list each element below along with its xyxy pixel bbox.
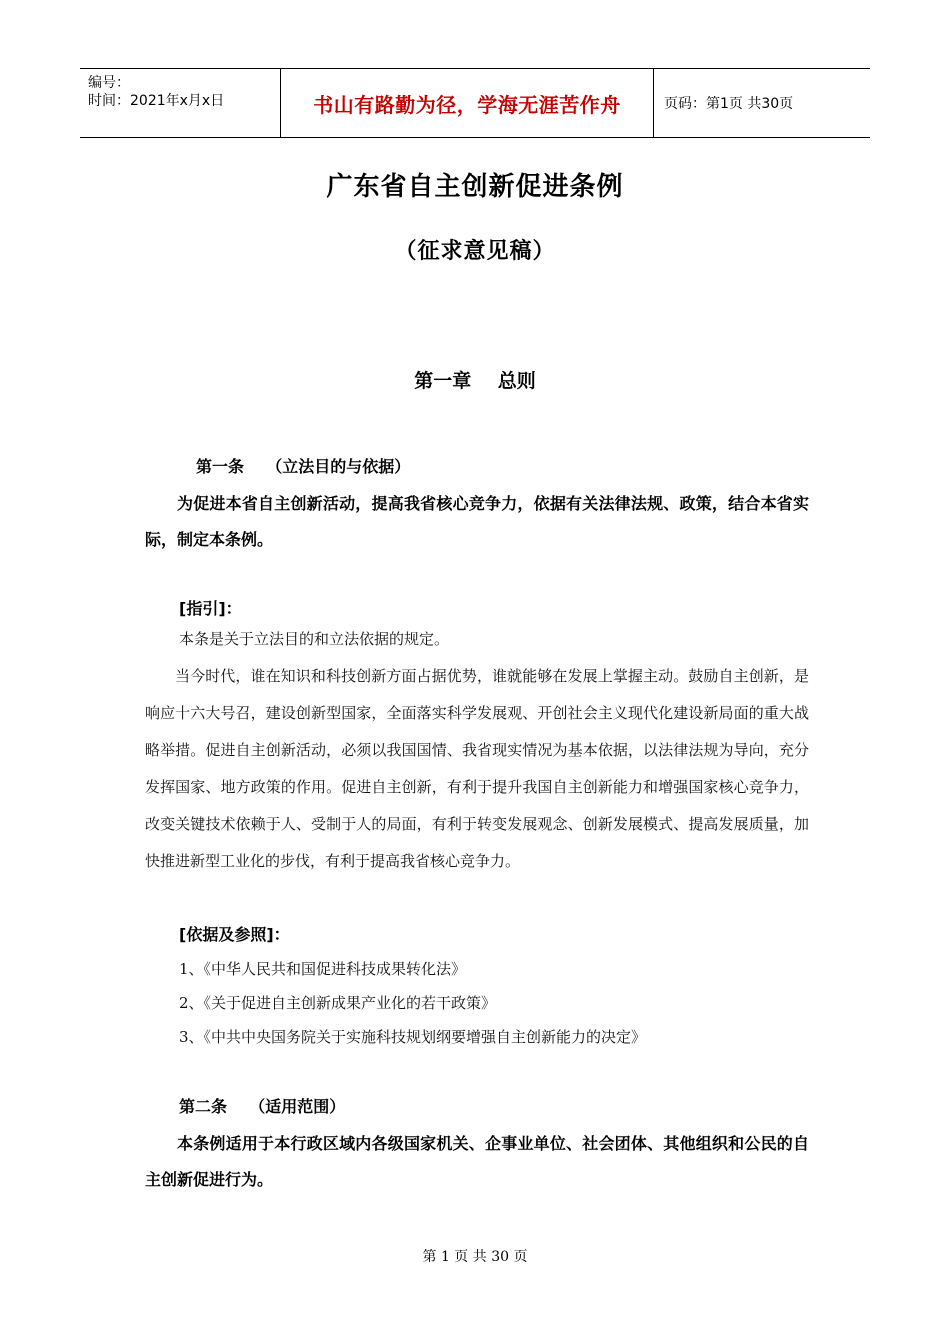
guidance-heading: [指引]： [179,599,242,618]
header-page-info: 页码：第1页 共30页 [664,96,794,112]
document-subtitle: （征求意见稿） [394,239,556,264]
number-label: 编号： [88,75,130,91]
header-motto: 书山有路勤为径，学海无涯苦作舟 [281,69,654,137]
article2-heading: 第二条 （适用范围） [179,1097,346,1116]
page-footer: 第 1 页 共 30 页 [422,1249,528,1265]
reference-item: 1、《中华人民共和国促进科技成果转化法》 [179,960,467,978]
guidance-body: 当今时代，谁在知识和科技创新方面占据优势，谁就能够在发展上掌握主动。鼓励自主创新，是响应十六大号召，建设创新型国家，全面落实科学发展观、开创社会主义现代化建设新局面的重大战略举措。促进自主创新活动，必须以我国国情、我省现实情况为基本依据，以法律法规为导向，充分发挥国家、地方政策的作用。促进自主创新，有利于提升我国自主创新能力和增强国家核心竞争力，改变关键技术依赖于人、受制于人的局面，有利于转变发展观念、创新发展模式、提高发展质量，加快推进新型工业化的步伐，有利于提高我省核心竞争力。 [145,667,809,870]
article1-body: 为促进本省自主创新活动，提高我省核心竞争力，依据有关法律法规、政策，结合本省实际，制定本条例。 [145,494,809,549]
chapter-heading: 第一章 总则 [414,370,536,392]
article1-heading: 第一条 （立法目的与依据） [196,457,411,476]
time-label: 时间：2021年x月x日 [88,93,225,109]
article2-body: 本条例适用于本行政区域内各级国家机关、企事业单位、社会团体、其他组织和公民的自主创新促进行为。 [145,1134,809,1189]
header-meta-cell [80,69,281,137]
reference-item: 2、《关于促进自主创新成果产业化的若干政策》 [179,994,497,1012]
document-title: 广东省自主创新促进条例 [326,172,624,202]
header-table [80,68,870,138]
basis-heading: [依据及参照]： [179,925,290,944]
reference-item: 3、《中共中央国务院关于实施科技规划纲要增强自主创新能力的决定》 [179,1028,647,1046]
guidance-intro: 本条是关于立法目的和立法依据的规定。 [179,630,450,648]
